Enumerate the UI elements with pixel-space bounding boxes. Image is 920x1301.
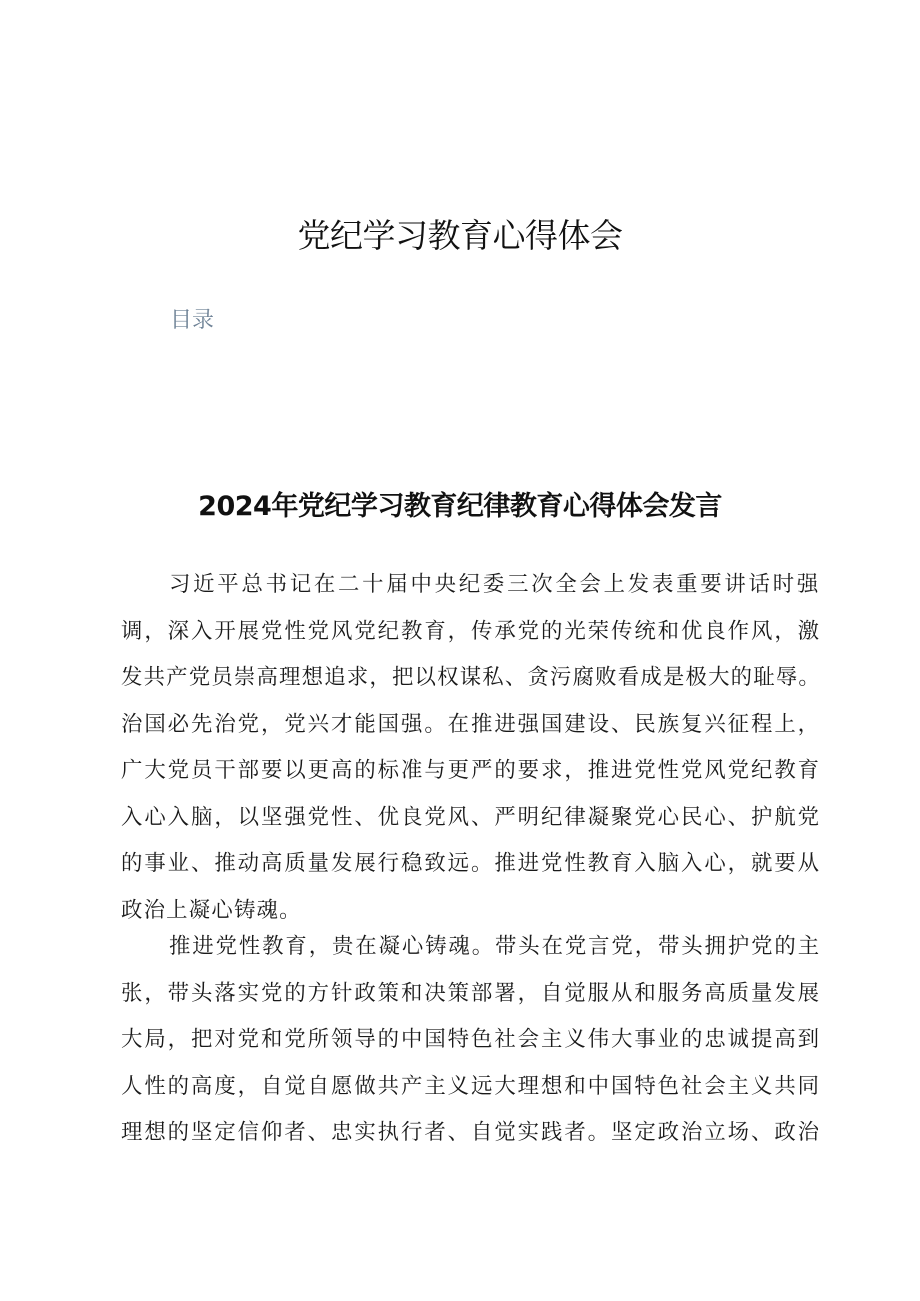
paragraph-line: 理想的坚定信仰者、忠实执行者、自觉实践者。坚定政治立场、政治 xyxy=(121,1120,821,1145)
paragraph-line: 推进党性教育，贵在凝心铸魂。带头在党言党，带头拥护党的主 xyxy=(169,934,821,959)
paragraph-line: 广大党员干部要以更高的标准与更严的要求，推进党性党风党纪教育 xyxy=(121,758,821,783)
paragraph-line: 人性的高度，自觉自愿做共产主义远大理想和中国特色社会主义共同 xyxy=(121,1073,821,1099)
paragraph-line: 的事业、推动高质量发展行稳致远。推进党性教育入脑入心，就要从 xyxy=(121,851,821,876)
paragraph-2 xyxy=(121,924,821,1157)
paragraph-line: 发共产党员崇高理想追求，把以权谋私、贪污腐败看成是极大的耻辱。 xyxy=(121,665,821,690)
paragraph-line: 大局，把对党和党所领导的中国特色社会主义伟大事业的忠诚提高到 xyxy=(121,1027,821,1052)
paragraph-line: 入心入脑，以坚强党性、优良党风、严明纪律凝聚党心民心、护航党 xyxy=(121,804,821,830)
document-title: 党纪学习教育心得体会 xyxy=(297,216,623,255)
paragraph-line: 习近平总书记在二十届中央纪委三次全会上发表重要讲话时强 xyxy=(169,572,821,597)
article-title: 2024年党纪学习教育纪律教育心得体会发言 xyxy=(198,491,722,522)
paragraph-1 xyxy=(121,562,821,934)
paragraph-line: 政治上凝心铸魂。 xyxy=(121,897,302,923)
paragraph-line: 治国必先治党，党兴才能国强。在推进强国建设、民族复兴征程上， xyxy=(121,711,821,737)
toc-link[interactable]: 目录 xyxy=(170,308,215,333)
paragraph-line: 张，带头落实党的方针政策和决策部署，自觉服从和服务高质量发展 xyxy=(121,980,821,1006)
paragraph-line: 调，深入开展党性党风党纪教育，传承党的光荣传统和优良作风，激 xyxy=(121,618,821,644)
